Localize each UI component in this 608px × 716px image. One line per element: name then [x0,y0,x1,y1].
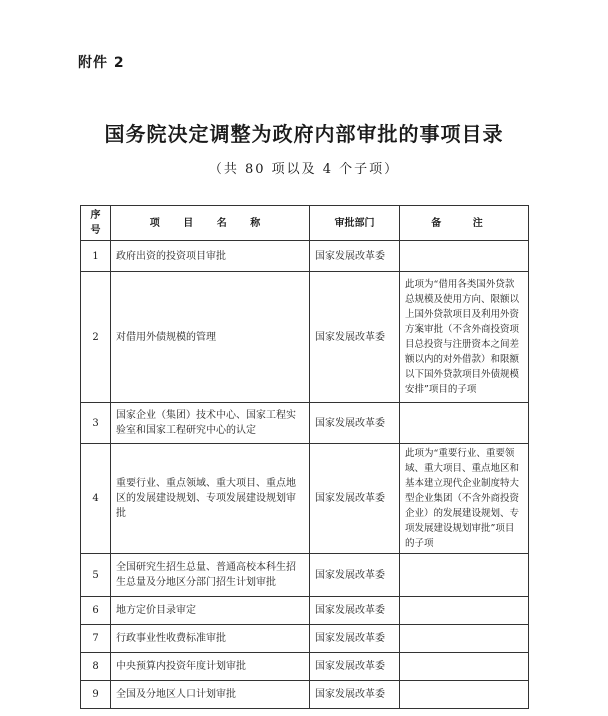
table-row [81,272,529,403]
table-row [81,681,529,709]
table-row [81,241,529,272]
row-note [400,681,529,709]
row-name: 中央预算内投资年度计划审批 [111,653,310,681]
table-row [81,597,529,625]
row-name: 全国及分地区人口计划审批 [111,681,310,709]
table-header-row [81,206,529,241]
attachment-label: 附件 2 [78,55,125,71]
catalog-table [80,205,529,709]
row-name: 地方定价目录审定 [111,597,310,625]
row-dept: 国家发展改革委 [310,403,400,444]
row-dept: 国家发展改革委 [310,554,400,597]
table-row [81,403,529,444]
row-no: 5 [81,554,111,597]
document-title: 国务院决定调整为政府内部审批的事项目录 [104,122,504,146]
row-name: 全国研究生招生总量、普通高校本科生招生总量及分地区分部门招生计划审批 [111,554,310,597]
row-no: 3 [81,403,111,444]
row-note [400,403,529,444]
document-subtitle: （共 80 项以及 4 个子项） [208,162,400,177]
row-no: 1 [81,241,111,272]
row-no: 9 [81,681,111,709]
row-dept: 国家发展改革委 [310,681,400,709]
row-note: 此项为“借用各类国外贷款总规模及使用方向、限额以上国外贷款项目及利用外资方案审批（不含外商投资项目总投资与注册资本之间差额以内的对外借款）和限额以下国外贷款项目外债规模安排”项目的子项 [400,272,529,403]
row-note: 此项为“重要行业、重要领域、重大项目、重点地区和基本建立现代企业制度特大型企业集团（不含外商投资企业）的发展建设规划、专项发展建设规划审批”项目的子项 [400,444,529,554]
row-note [400,554,529,597]
row-note [400,625,529,653]
row-name: 行政事业性收费标准审批 [111,625,310,653]
table-row [81,554,529,597]
table-row [81,444,529,554]
header-no: 序号 [81,206,111,241]
row-name: 对借用外债规模的管理 [111,272,310,403]
row-note [400,241,529,272]
row-note [400,653,529,681]
row-no: 6 [81,597,111,625]
row-no: 4 [81,444,111,554]
row-dept: 国家发展改革委 [310,597,400,625]
table-row [81,625,529,653]
header-note: 备 注 [400,206,529,241]
row-dept: 国家发展改革委 [310,241,400,272]
row-note [400,597,529,625]
row-no: 7 [81,625,111,653]
table-row [81,653,529,681]
row-name: 重要行业、重点领域、重大项目、重点地区的发展建设规划、专项发展建设规划审批 [111,444,310,554]
row-dept: 国家发展改革委 [310,272,400,403]
row-dept: 国家发展改革委 [310,653,400,681]
row-no: 8 [81,653,111,681]
row-dept: 国家发展改革委 [310,444,400,554]
header-dept: 审批部门 [310,206,400,241]
row-name: 国家企业（集团）技术中心、国家工程实验室和国家工程研究中心的认定 [111,403,310,444]
row-dept: 国家发展改革委 [310,625,400,653]
row-name: 政府出资的投资项目审批 [111,241,310,272]
header-name: 项 目 名 称 [111,206,310,241]
row-no: 2 [81,272,111,403]
